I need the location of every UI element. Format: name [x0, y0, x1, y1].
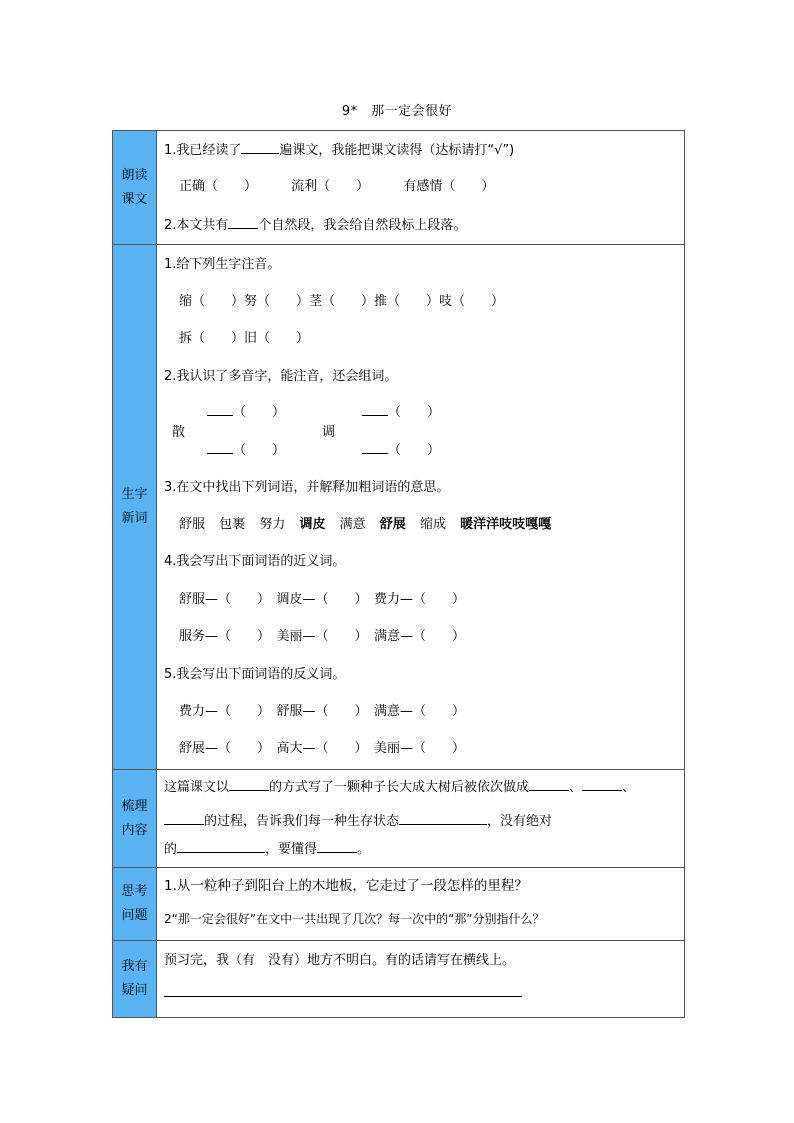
answer-blank[interactable] — [164, 812, 204, 825]
vocab-word-bold: 舒展 — [379, 517, 406, 532]
vocab-row — [179, 513, 551, 532]
vocab-word: 努力 — [259, 517, 286, 532]
section-summary — [113, 770, 684, 868]
answer-blank[interactable] — [317, 840, 357, 853]
question-4: 4.我会写出下面词语的近义词。 — [164, 554, 346, 569]
answer-blank[interactable] — [177, 840, 265, 853]
polyphone-entry[interactable]: （ ） — [362, 401, 440, 420]
synonym-row[interactable]: 服务—（ ） 美丽—（ ） 满意—（ ） — [179, 629, 466, 644]
answer-blank[interactable] — [399, 812, 487, 825]
think-question-1: 1.从一粒种子到阳台上的木地板，它走过了一段怎样的里程？ — [164, 878, 528, 894]
pinyin-row[interactable]: 缩（ ）努（ ）茎（ ）推（ ）吱（ ） — [179, 294, 505, 309]
polyphone-char: 调 — [322, 425, 336, 440]
antonym-row[interactable]: 舒展—（ ） 高大—（ ） 美丽—（ ） — [179, 741, 466, 756]
section-content — [157, 770, 684, 867]
section-content — [157, 245, 684, 769]
synonym-row[interactable]: 舒服—（ ） 调皮—（ ） 费力—（ ） — [179, 592, 466, 607]
section-read — [113, 131, 684, 245]
section-label: 朗读课文 — [113, 131, 157, 244]
section-words — [113, 245, 684, 770]
question-1: 1.给下列生字注音。 — [164, 257, 281, 272]
vocab-word: 舒服 — [179, 517, 206, 532]
summary-line-1: 这篇课文以 的方式写了一颗种子长大成大树后被依次做成 、 、 — [164, 780, 636, 795]
option-expressive[interactable]: 有感情（ ） — [403, 179, 495, 194]
section-think — [113, 868, 684, 941]
doubt-prompt: 预习完，我（有 没有）地方不明白。有的话请写在横线上。 — [164, 953, 516, 968]
section-content — [157, 868, 684, 940]
think-question-2: 2“那一定会很好”在文中一共出现了几次？每一次中的“那”分别指什么？ — [164, 912, 545, 926]
vocab-word: 包裹 — [219, 517, 246, 532]
polyphone-entry[interactable]: （ ） — [207, 439, 285, 458]
question-3: 3.在文中找出下列词语，并解释加粗词语的意思。 — [164, 480, 450, 495]
section-content — [157, 941, 684, 1017]
question-2: 2.我认识了多音字，能注音，还会组词。 — [164, 369, 398, 384]
pinyin-row[interactable]: 拆（ ）旧（ ） — [179, 331, 310, 346]
answer-blank[interactable] — [241, 141, 279, 154]
summary-line-2: 的过程，告诉我们每一种生存状态 ，没有绝对 — [164, 810, 552, 829]
page-title: 9* 那一定会很好 — [341, 104, 453, 119]
vocab-word-bold: 暖洋洋吱吱嘎嘎 — [460, 517, 552, 532]
polyphone-entry[interactable]: （ ） — [207, 401, 285, 420]
question-1: 1.我已经读了 遍课文，我能把课文读得（达标请打“√”) — [164, 143, 515, 158]
answer-blank[interactable] — [229, 778, 269, 791]
vocab-word: 缩成 — [419, 517, 446, 532]
question-2: 2.本文共有 个自然段，我会给自然段标上段落。 — [164, 218, 467, 233]
answer-blank[interactable] — [529, 778, 569, 791]
polyphone-entry[interactable]: （ ） — [362, 439, 440, 458]
write-line[interactable] — [164, 996, 522, 997]
section-doubt — [113, 941, 684, 1017]
question-5: 5.我会写出下面词语的反义词。 — [164, 667, 346, 682]
worksheet-table — [112, 130, 685, 1018]
section-content — [157, 131, 684, 244]
section-label: 生字新词 — [113, 245, 157, 769]
vocab-word: 满意 — [339, 517, 366, 532]
answer-blank[interactable] — [228, 216, 258, 229]
vocab-word-bold: 调皮 — [299, 517, 326, 532]
options-row — [179, 175, 494, 194]
answer-blank[interactable] — [582, 778, 622, 791]
polyphone-char: 散 — [172, 425, 186, 440]
option-fluent[interactable]: 流利（ ） — [291, 179, 370, 194]
summary-line-3: 的 ，要懂得 。 — [164, 842, 371, 857]
section-label: 思考问题 — [113, 868, 157, 940]
option-correct[interactable]: 正确（ ） — [179, 179, 258, 194]
section-label: 我有疑问 — [113, 941, 157, 1017]
antonym-row[interactable]: 费力—（ ） 舒服—（ ） 满意—（ ） — [179, 704, 466, 719]
section-label: 梳理内容 — [113, 770, 157, 867]
